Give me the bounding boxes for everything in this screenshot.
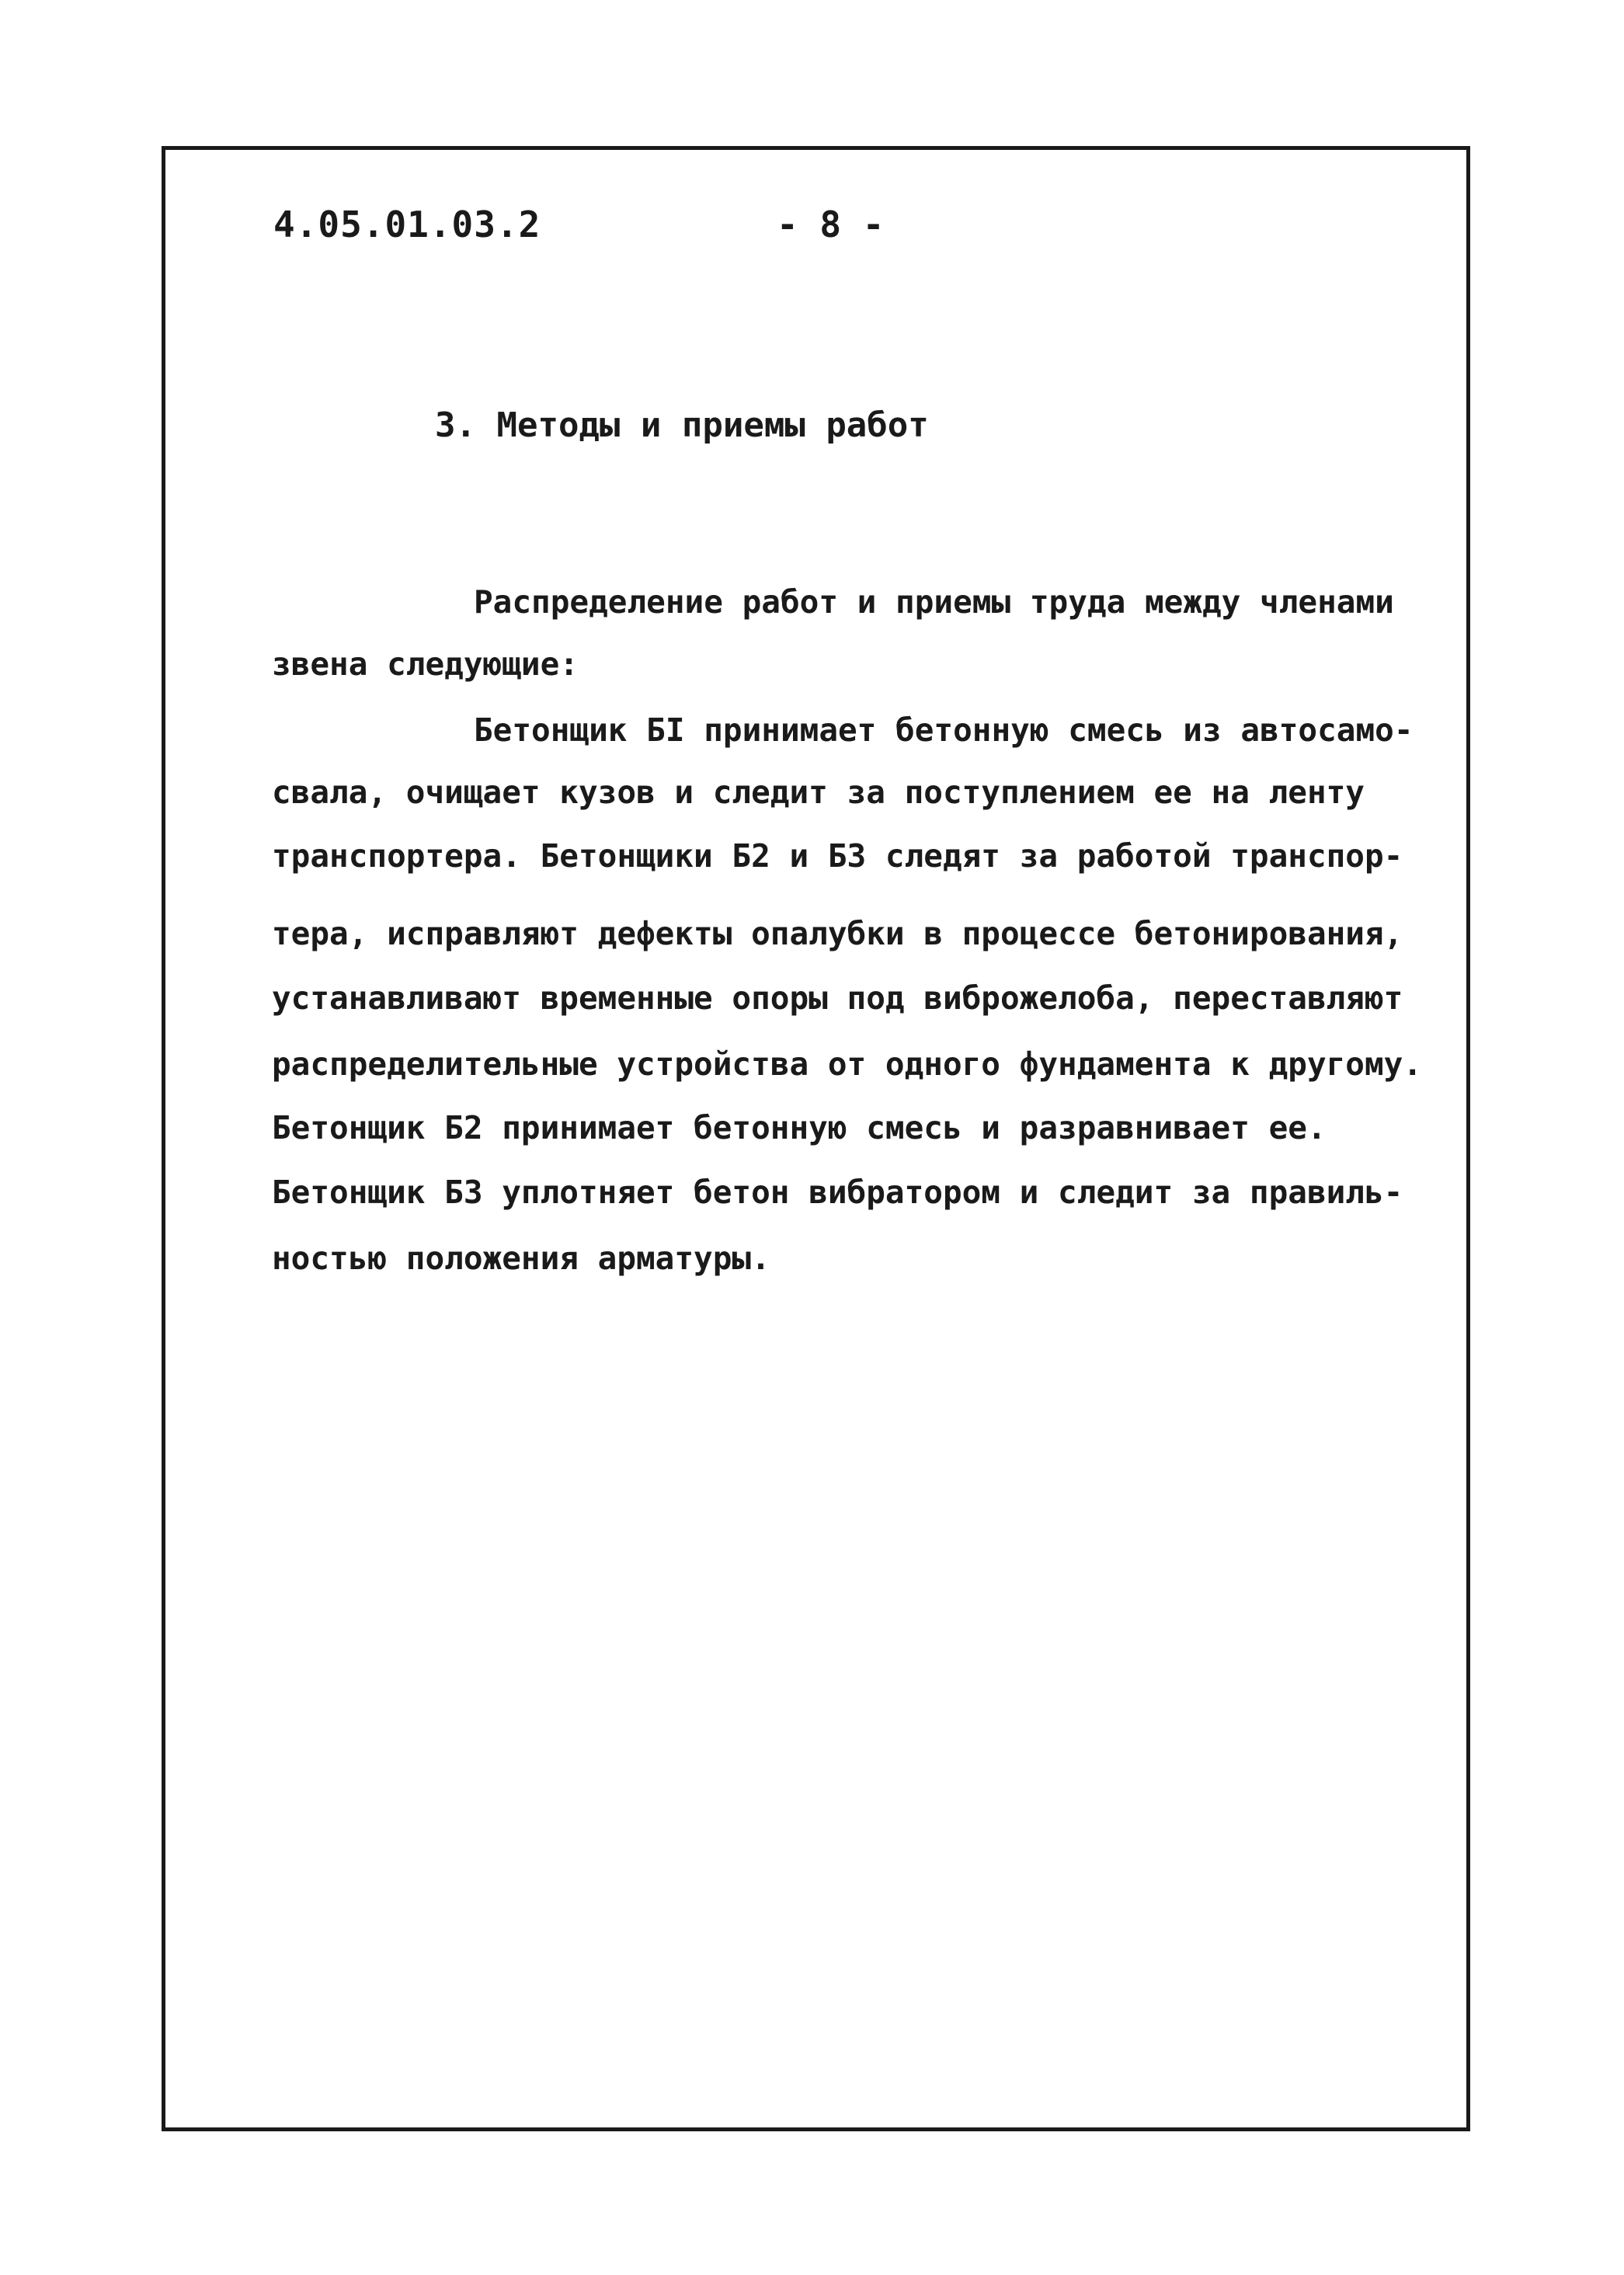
text-line: тера, исправляют дефекты опалубки в процессе бетонирования, xyxy=(272,915,1403,952)
text-line: Бетонщик БI принимает бетонную смесь из автосамо- xyxy=(474,711,1414,749)
text-line: свала, очищает кузов и следит за поступлением ее на ленту xyxy=(272,774,1365,811)
text-line: Распределение работ и приемы труда между членами xyxy=(474,583,1394,621)
text-line: транспортера. Бетонщики Б2 и Б3 следят за работой транспор- xyxy=(272,837,1403,875)
section-heading: 3. Методы и приемы работ xyxy=(435,405,929,445)
document-code: 4.05.01.03.2 xyxy=(273,203,541,245)
text-line: распределительные устройства от одного фундамента к другому. xyxy=(272,1045,1423,1083)
text-line: звена следующие: xyxy=(272,645,579,683)
text-line: Бетонщик Б3 уплотняет бетон вибратором и следит за правиль- xyxy=(272,1174,1403,1211)
text-line: ностью положения арматуры. xyxy=(272,1240,770,1277)
page-number: - 8 - xyxy=(777,203,885,245)
text-line: устанавливают временные опоры под виброжелоба, переставляют xyxy=(272,979,1403,1017)
text-line: Бетонщик Б2 принимает бетонную смесь и разравнивает ее. xyxy=(272,1109,1327,1146)
